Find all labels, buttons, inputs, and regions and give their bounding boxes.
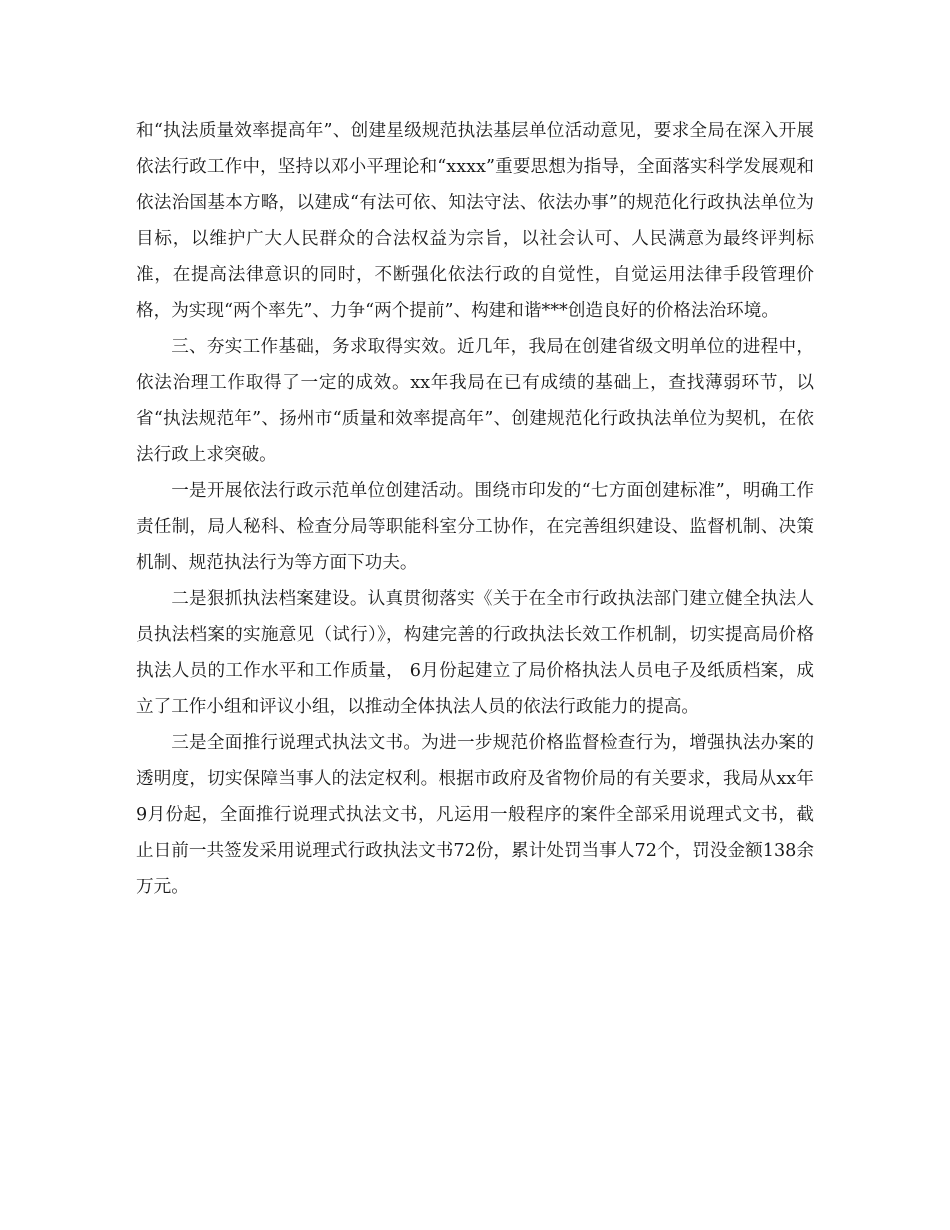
- document-body: [136, 113, 814, 905]
- paragraph-continuation: 和“执法质量效率提高年”、创建星级规范执法基层单位活动意见，要求全局在深入开展依法行政工作中，坚持以邓小平理论和“xxxx”重要思想为指导，全面落实科学发展观和依法治国基本方略，以建成“有法可依、知法守法、依法办事”的规范化行政执法单位为目标，以维护广大人民群众的合法权益为宗旨，以社会认可、人民满意为最终评判标准，在提高法律意识的同时，不断强化依法行政的自觉性，自觉运用法律手段管理价格，为实现“两个率先”、力争“两个提前”、构建和谐***创造良好的价格法治环境。: [136, 121, 814, 321]
- paragraph-item-one: 一是开展依法行政示范单位创建活动。围绕市印发的“七方面创建标准”，明确工作责任制，局人秘科、检查分局等职能科室分工协作，在完善组织建设、监督机制、决策机制、规范执法行为等方面下功夫。: [136, 481, 814, 573]
- paragraph-item-three: 三是全面推行说理式执法文书。为进一步规范价格监督检查行为，增强执法办案的透明度，切实保障当事人的法定权利。根据市政府及省物价局的有关要求，我局从xx年9月份起，全面推行说理式执法文书，凡运用一般程序的案件全部采用说理式文书，截止日前一共签发采用说理式行政执法文书72份，累计处罚当事人72个，罚没金额138余万元。: [136, 733, 815, 897]
- paragraph-section-three: 三、夯实工作基础，务求取得实效。近几年，我局在创建省级文明单位的进程中，依法治理工作取得了一定的成效。xx年我局在已有成绩的基础上，查找薄弱环节，以省“执法规范年”、扬州市“质量和效率提高年”、创建规范化行政执法单位为契机，在依法行政上求突破。: [136, 337, 814, 465]
- paragraph-item-two: 二是狠抓执法档案建设。认真贯彻落实《关于在全市行政执法部门建立健全执法人员执法档案的实施意见（试行）》，构建完善的行政执法长效工作机制，切实提高局价格执法人员的工作水平和工作质量， 6月份起建立了局价格执法人员电子及纸质档案，成立了工作小组和评议小组，以推动全体执法人员的依法行政能力的提高。: [136, 589, 814, 717]
